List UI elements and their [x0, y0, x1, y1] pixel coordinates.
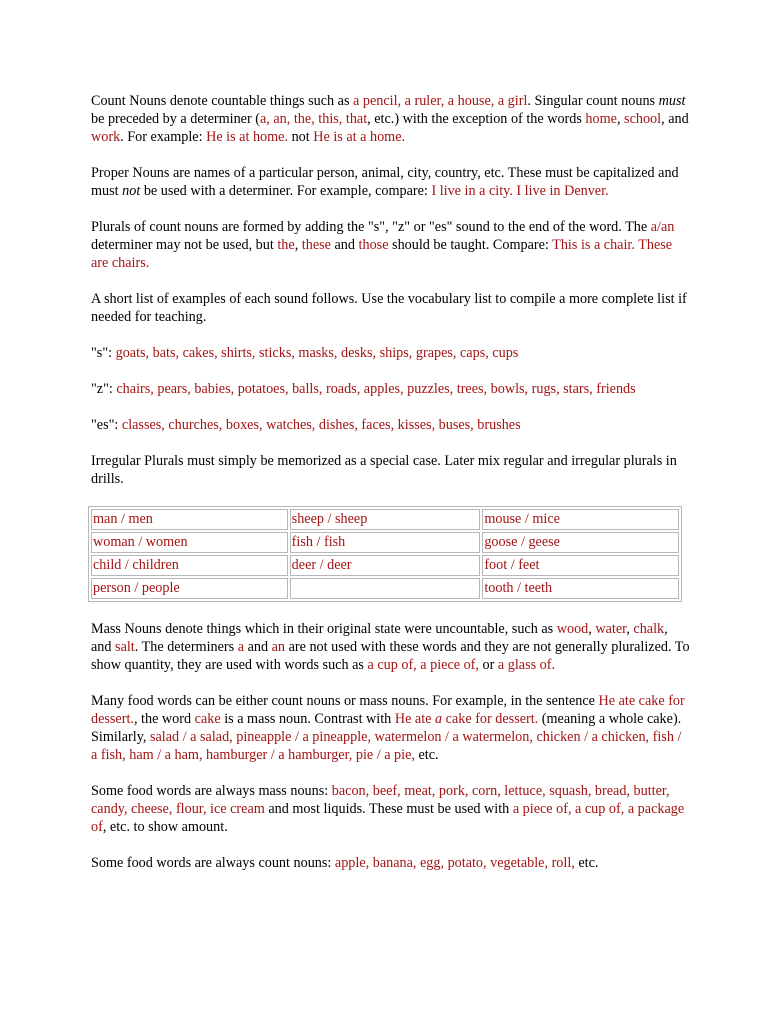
- text-segment: A short list of examples of each sound follows. Use the vocabulary list to compile a more complete list if needed for teaching.: [91, 291, 687, 325]
- example-text: salad / a salad, pineapple / a pineapple, watermelon / a watermelon, chicken / a chicken, fish / a fish, ham / a ham, hamburger / a hamburger, pie / a pie,: [91, 729, 682, 763]
- text-segment: "es":: [91, 417, 122, 433]
- paragraph: [91, 164, 691, 200]
- text-segment: Mass Nouns denote things which in their original state were uncountable, such as: [91, 621, 557, 637]
- example-text: He is at a home.: [313, 129, 406, 145]
- example-text: goats, bats, cakes, shirts, sticks, masks, desks, ships, grapes, caps, cups: [115, 345, 519, 361]
- text-segment: and: [330, 237, 359, 253]
- paragraph: [91, 416, 691, 434]
- example-text: the: [277, 237, 295, 253]
- text-segment: and most liquids. These must be used with: [264, 801, 513, 817]
- text-segment: , the word: [133, 711, 195, 727]
- example-text: a: [435, 711, 443, 727]
- paragraph: [91, 692, 691, 764]
- example-text: water: [595, 621, 627, 637]
- example-text: an: [271, 639, 286, 655]
- table-row: [91, 578, 679, 599]
- text-segment: etc.: [574, 855, 599, 871]
- example-text: those: [358, 237, 389, 253]
- example-text: chairs, pears, babies, potatoes, balls, roads, apples, puzzles, trees, bowls, rugs, stars, friends: [116, 381, 636, 397]
- example-text: cake: [194, 711, 221, 727]
- text-segment: ,: [294, 237, 302, 253]
- text-segment: determiner may not be used, but: [91, 237, 278, 253]
- example-text: salt: [115, 639, 135, 655]
- example-text: these: [301, 237, 331, 253]
- paragraphs-before-table: [91, 92, 691, 488]
- text-segment: , etc. to show amount.: [102, 819, 228, 835]
- text-segment: Count Nouns denote countable things such as: [91, 93, 354, 109]
- text-segment: etc.: [414, 747, 439, 763]
- example-text: home: [585, 111, 617, 127]
- example-text: He is at home.: [206, 129, 289, 145]
- example-text: school: [624, 111, 662, 127]
- table-cell: tooth / teeth: [482, 578, 679, 599]
- paragraphs-after-table: [91, 620, 691, 872]
- example-text: He ate: [394, 711, 436, 727]
- text-segment: ,: [588, 621, 596, 637]
- table-cell: woman / women: [91, 532, 288, 553]
- text-segment: ,: [626, 621, 634, 637]
- table-cell: child / children: [91, 555, 288, 576]
- text-segment: Some food words are always mass nouns:: [91, 783, 332, 799]
- text-segment: be used with a determiner. For example, compare:: [140, 183, 432, 199]
- example-text: I live in a city. I live in Denver.: [431, 183, 609, 199]
- example-text: a pencil, a ruler, a house, a girl: [353, 93, 528, 109]
- emphasis-text: not: [122, 183, 141, 199]
- text-segment: "z":: [91, 381, 117, 397]
- table-cell: sheep / sheep: [290, 509, 481, 530]
- paragraph: [91, 452, 691, 488]
- example-text: cake for dessert.: [442, 711, 539, 727]
- text-segment: , etc.) with the exception of the words: [367, 111, 586, 127]
- text-segment: (meaning a whole cake). Similarly,: [91, 711, 682, 745]
- document-page: [91, 92, 691, 890]
- text-segment: . Singular count nouns: [527, 93, 659, 109]
- table-cell: deer / deer: [290, 555, 481, 576]
- example-text: He ate cake for dessert.: [91, 693, 685, 727]
- table-row: [91, 532, 679, 553]
- text-segment: Some food words are always count nouns:: [91, 855, 335, 871]
- table-cell: fish / fish: [290, 532, 481, 553]
- table-cell: [290, 578, 481, 599]
- example-text: a glass of.: [497, 657, 556, 673]
- example-text: wood: [556, 621, 589, 637]
- example-text: chalk: [633, 621, 665, 637]
- table-cell: foot / feet: [482, 555, 679, 576]
- paragraph: [91, 380, 691, 398]
- text-segment: Many food words can be either count nouns or mass nouns. For example, in the sentence: [91, 693, 599, 709]
- example-text: This is a chair. These are chairs.: [91, 237, 673, 271]
- table-row: [91, 555, 679, 576]
- paragraph: [91, 620, 691, 674]
- text-segment: Plurals of count nouns are formed by adding the "s", "z" or "es" sound to the end of the word. The: [91, 219, 651, 235]
- text-segment: . For example:: [120, 129, 207, 145]
- example-text: bacon, beef, meat, pork, corn, lettuce, squash, bread, butter, candy, cheese, flour, ice cream: [91, 783, 670, 817]
- paragraph: [91, 782, 691, 836]
- text-segment: be preceded by a determiner (: [91, 111, 260, 127]
- paragraph: [91, 854, 691, 872]
- example-text: apple, banana, egg, potato, vegetable, roll,: [334, 855, 575, 871]
- text-segment: ,: [616, 111, 625, 127]
- text-segment: should be taught. Compare:: [388, 237, 553, 253]
- example-text: a/an: [650, 219, 675, 235]
- text-segment: , and: [91, 621, 668, 655]
- paragraph: [91, 344, 691, 362]
- text-segment: . The determiners: [134, 639, 238, 655]
- text-segment: are not used with these words and they are not generally pluralized. To show quantity, they are used with words such as: [91, 639, 690, 673]
- table-cell: man / men: [91, 509, 288, 530]
- text-segment: and: [244, 639, 272, 655]
- example-text: a piece of, a cup of, a package of: [91, 801, 685, 835]
- example-text: a cup of, a piece of,: [367, 657, 479, 673]
- text-segment: not: [288, 129, 314, 145]
- example-text: a: [237, 639, 245, 655]
- text-segment: is a mass noun. Contrast with: [220, 711, 395, 727]
- table-cell: person / people: [91, 578, 288, 599]
- example-text: work: [91, 129, 121, 145]
- paragraph: [91, 218, 691, 272]
- text-segment: , and: [661, 111, 689, 127]
- table-cell: mouse / mice: [482, 509, 679, 530]
- text-segment: Proper Nouns are names of a particular person, animal, city, country, etc. These must be capitalized and must: [91, 165, 679, 199]
- example-text: a, an, the, this, that: [259, 111, 368, 127]
- example-text: classes, churches, boxes, watches, dishes, faces, kisses, buses, brushes: [121, 417, 521, 433]
- text-segment: Irregular Plurals must simply be memorized as a special case. Later mix regular and irregular plurals in drills.: [91, 453, 677, 487]
- paragraph: [91, 92, 691, 146]
- table-cell: goose / geese: [482, 532, 679, 553]
- table-row: [91, 509, 679, 530]
- text-segment: "s":: [91, 345, 116, 361]
- paragraph: [91, 290, 691, 326]
- text-segment: or: [478, 657, 498, 673]
- emphasis-text: must: [658, 93, 686, 109]
- irregular-plurals-table: [88, 506, 682, 602]
